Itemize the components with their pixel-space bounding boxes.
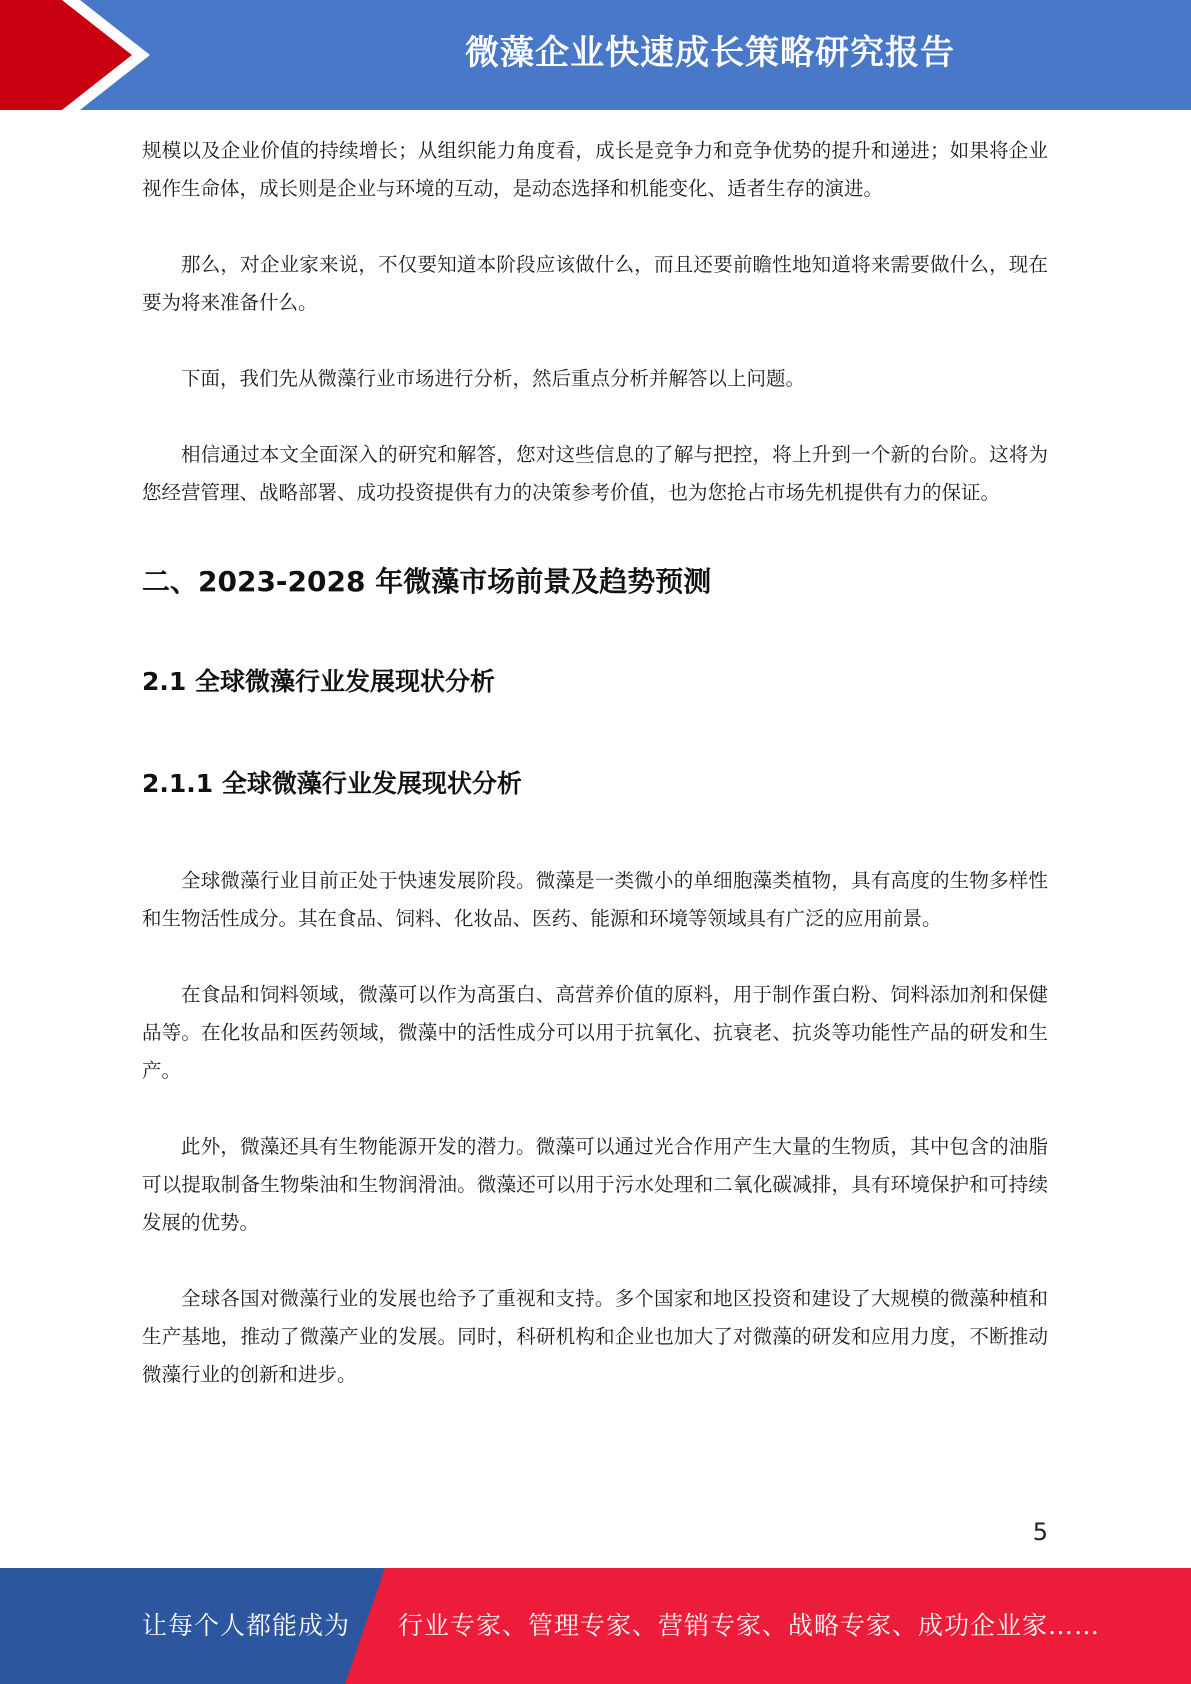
subsection-heading: 2.1 全球微藻行业发展现状分析 bbox=[142, 667, 495, 696]
paragraph: 全球各国对微藻行业的发展也给予了重视和支持。多个国家和地区投资和建设了大规模的微藻种植和生产基地，推动了微藻产业的发展。同时，科研机构和企业也加大了对微藻的研发和应用力度，不断推动微藻行业的创新和进步。 bbox=[142, 1287, 1048, 1386]
footer-roles: 行业专家、管理专家、营销专家、战略专家、成功企业家…… bbox=[398, 1611, 1101, 1640]
paragraph: 那么，对企业家来说，不仅要知道本阶段应该做什么，而且还要前瞻性地知道将来需要做什么，现在要为将来准备什么。 bbox=[142, 253, 1048, 314]
header-chevron-decoration bbox=[0, 0, 160, 110]
paragraph: 全球微藻行业目前正处于快速发展阶段。微藻是一类微小的单细胞藻类植物，具有高度的生物多样性和生物活性成分。其在食品、饲料、化妆品、医药、能源和环境等领域具有广泛的应用前景。 bbox=[142, 869, 1048, 930]
paragraph: 规模以及企业价值的持续增长；从组织能力角度看，成长是竞争力和竞争优势的提升和递进；如果将企业视作生命体，成长则是企业与环境的互动，是动态选择和机能变化、适者生存的演进。 bbox=[142, 139, 1048, 200]
paragraph: 在食品和饲料领域，微藻可以作为高蛋白、高营养价值的原料，用于制作蛋白粉、饲料添加剂和保健品等。在化妆品和医药领域，微藻中的活性成分可以用于抗氧化、抗衰老、抗炎等功能性产品的研发和生产。 bbox=[142, 983, 1048, 1082]
paragraph: 相信通过本文全面深入的研究和解答，您对这些信息的了解与把控，将上升到一个新的台阶。这将为您经营管理、战略部署、成功投资提供有力的决策参考价值，也为您抢占市场先机提供有力的保证。 bbox=[142, 443, 1048, 504]
footer-slogan: 让每个人都能成为 bbox=[142, 1611, 351, 1640]
paragraph: 下面，我们先从微藻行业市场进行分析，然后重点分析并解答以上问题。 bbox=[181, 367, 806, 390]
report-title: 微藻企业快速成长策略研究报告 bbox=[465, 33, 955, 73]
page-header bbox=[0, 0, 1191, 110]
paragraph: 此外，微藻还具有生物能源开发的潜力。微藻可以通过光合作用产生大量的生物质，其中包含的油脂可以提取制备生物柴油和生物润滑油。微藻还可以用于污水处理和二氧化碳减排，具有环境保护和可持续发展的优势。 bbox=[142, 1135, 1048, 1234]
page-number: 5 bbox=[1032, 1518, 1048, 1546]
document-body bbox=[142, 132, 1048, 1394]
section-heading: 二、2023-2028 年微藻市场前景及趋势预测 bbox=[142, 565, 712, 598]
subsubsection-heading: 2.1.1 全球微藻行业发展现状分析 bbox=[142, 769, 522, 798]
page-footer bbox=[0, 1568, 1191, 1684]
